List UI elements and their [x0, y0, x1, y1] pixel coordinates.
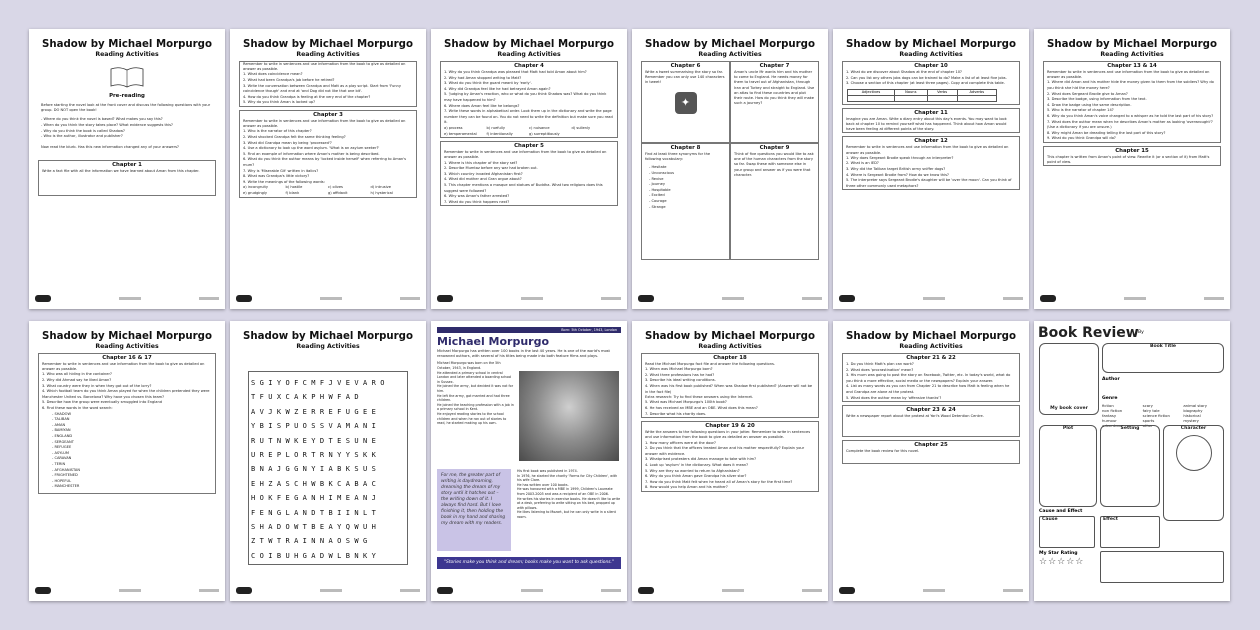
- author-fact: He was honoured with a MBE in 1999, Children's Laureate from 2003-2005 and was a recipient of an OBE in 2006.: [517, 487, 613, 496]
- question: 8. How would you help Aman and his mother?: [645, 485, 728, 490]
- word-list-item: - AFGHANISTAN: [52, 467, 81, 472]
- page-title: Shadow by Michael Morpurgo: [444, 39, 614, 50]
- page-title: Shadow by Michael Morpurgo: [42, 39, 212, 50]
- question: 1. Who is the narrator of this chapter?: [243, 129, 312, 134]
- character-box[interactable]: [1163, 425, 1224, 521]
- twinkl-logo: [236, 587, 252, 594]
- question: 2. Can you list any others jobs dogs can be trained to do? Make a list of at least five jobs.: [846, 75, 1007, 80]
- question: 7. How do you think Matt felt when he heard all of Aman's story for the first time?: [645, 479, 793, 484]
- vocab-word: d) sullenly: [571, 125, 591, 130]
- instructions: Remember to write in sentences and use information from the book to give as detailed an answer as possible.: [444, 150, 607, 160]
- twinkl-logo: [638, 295, 654, 302]
- author-fact: He has written over 100 books.: [517, 482, 569, 487]
- word-list-item: - BAMIYAN: [52, 428, 71, 433]
- book-title-label: Book Title: [1149, 344, 1177, 349]
- twitter-bird-icon: ✦: [675, 92, 697, 114]
- extra-research: Extra research: Try to find these answers using the Internet.: [645, 395, 754, 400]
- question: 7. Write these words in alphabetical order. Look them up in the dictionary and write the page number they can be found on. You do not need to write the definition but make sure you read it.: [444, 109, 613, 125]
- twinkl-logo: [638, 587, 654, 594]
- question: 4. List as many words as you can from Chapter 21 to describe how Matt is feeling when he and Grandpa are alone at the protest.: [846, 384, 1010, 394]
- instructions: Remember to write in sentences and use information from the book to give as detailed an answer as possible.: [846, 145, 1009, 155]
- chapter-heading: Chapter 18: [713, 355, 747, 361]
- question: 7. What do you think happens next?: [444, 199, 510, 204]
- chapter-task: Think of five questions you would like to ask one of the human characters from the story so far. Swap these with someone else in your group and answer as if you were that character.: [734, 152, 814, 177]
- vocab-word: g) affidavit: [328, 190, 348, 195]
- question: 5. Describe how the group were eventually smuggled into England: [42, 400, 163, 405]
- twinkl-logo: [839, 587, 855, 594]
- wordsearch-row: ZTWTRAINNAOSWG: [251, 537, 372, 546]
- genre-option[interactable]: animal story: [1183, 403, 1208, 408]
- chapter-heading: Chapter 8: [670, 145, 701, 151]
- chapter-heading: Chapter 13 & 14: [1107, 63, 1157, 69]
- question: 3. What did Grandpa mean by being 'processed'?: [243, 140, 332, 145]
- author-fact: In 1976, he started the charity 'Farms for City Children', with his wife Clare.: [517, 473, 618, 483]
- chapter-heading: Chapter 10: [914, 63, 948, 69]
- table-header: Adjectives: [848, 89, 895, 95]
- page-subtitle: Reading Activities: [899, 51, 963, 58]
- page-footer: [236, 295, 420, 303]
- twinkl-logo: [437, 587, 453, 594]
- twinkl-logo: [236, 295, 252, 302]
- page-title: Shadow by Michael Morpurgo: [243, 331, 413, 342]
- question: 7. What does the author mean when he describes Aman's mother as looking 'overwrought'? (Use a dictionary if you are unsure.): [1047, 119, 1213, 130]
- question: 1. When was Michael Morpurgo born?: [645, 367, 713, 372]
- author-fact: He enjoyed reading stories to the school children and when he ran out of stories to read, he started making up his own.: [437, 411, 507, 426]
- question: 8. Why might Aman be dreading telling the last part of this story?: [1047, 130, 1166, 135]
- chapter-heading: Chapter 11: [914, 109, 948, 116]
- question: 5. This chapter mentions a mosque and statues of Buddha. What two religions does this suggest were followed?: [444, 182, 603, 193]
- chapter-task: Complete the book review for this novel.: [846, 449, 920, 454]
- author-bio: Michael Morpurgo has written over 100 books in the last 40 years. He is one of the world's most renowned authors, with several of his titles being made into both feature films and plays.: [437, 349, 610, 359]
- wordsearch-row: UREPLORTRNYYSKK: [251, 451, 381, 460]
- genre-option[interactable]: adventure: [1102, 423, 1122, 428]
- question: 4. Use a dictionary to look up the word asylum. 'What is an asylum seeker?': [243, 146, 380, 151]
- question: 3. Describe his ideal writing conditions.: [645, 378, 716, 383]
- question: 5. Why do you think Aman is locked up?: [243, 100, 316, 105]
- table-header: Adverbs: [957, 89, 996, 95]
- chapter-heading: Chapter 16 & 17: [102, 355, 152, 361]
- worksheet-page-1[interactable]: [29, 29, 225, 309]
- worksheet-page-10[interactable]: [632, 321, 828, 601]
- genre-option[interactable]: science fiction: [1142, 413, 1170, 418]
- genre-option[interactable]: fairy tale: [1142, 408, 1160, 413]
- vocab-word: - Strange: [649, 204, 666, 209]
- question: 4. How do you think Grandpa is feeling at the very end of the chapter?: [243, 94, 371, 99]
- question: 2. Describe Mumtaz before any war had broken out.: [444, 166, 538, 171]
- cause-box[interactable]: [1039, 516, 1095, 548]
- plot-box[interactable]: [1039, 425, 1097, 507]
- wordsearch-row: SGIYOFCMFJVEVARO: [251, 379, 389, 387]
- twinkl-logo: [437, 295, 453, 302]
- author-fact: He writes his stories in exercise books. He doesn't like to write at a desk, preferring to write sitting on his bed, propped up with pillows.: [517, 496, 621, 510]
- chapter-task: Imagine you are Aman. Write a diary entry about this day's events. You may want to look back at chapter 10 to remind yourself what has happened. Think about how Aman would have been feeling at different points of the story.: [846, 116, 1007, 132]
- question: 4. Why did Grandpa feel like he had betrayed Aman again?: [444, 86, 551, 91]
- effect-label: Effect: [1103, 517, 1118, 522]
- author-fact-file-page[interactable]: [431, 321, 627, 601]
- question: 2. Do you think that the officers treated Aman and his mother respectfully? Explain your answer with evidence.: [645, 446, 805, 456]
- vocab-word: g) surreptitiously: [529, 131, 560, 136]
- question: 4. When was his first book published? When was Shadow first published? (Answer will not be in the fact file): [645, 383, 813, 394]
- question: 2. What does Sergeant Brodie give to Aman?: [1047, 91, 1128, 96]
- question: - Who is the author, illustrator and publisher?: [41, 134, 123, 139]
- pre-reading-intro: Before starting the novel look at the front cover and discuss the following questions with your group. DO NOT open the book!: [41, 103, 211, 113]
- chapter-heading: Chapter 25: [914, 442, 948, 449]
- question: 4. Where is Sergeant Brodie from? How do we know this?: [846, 172, 949, 177]
- setting-label: Setting: [1120, 426, 1140, 431]
- word-list-item: - FRIGHTENED: [52, 473, 78, 478]
- word-class-table: [847, 89, 997, 102]
- author-fact: His first book was published in 1974.: [517, 469, 578, 473]
- question: 1. Do you think Matt's plan can work?: [846, 362, 914, 366]
- author-fact: He attended a primary school in central London and later attended a boarding school in Sussex.: [437, 370, 512, 384]
- question: 3. Describe the badge, using information from the text.: [1047, 97, 1147, 102]
- wordsearch-grid[interactable]: [248, 371, 408, 565]
- genre-option[interactable]: non fiction: [1102, 408, 1123, 413]
- vocab-word: e) grudgingly: [243, 190, 268, 195]
- book-title-box[interactable]: [1102, 343, 1224, 373]
- question: 3. What do you think the guard meant by 'early'.: [444, 81, 532, 86]
- chapter-task: This chapter is written from Aman's point of view. Rewrite it (or a section of it) from Matt's point of view.: [1047, 154, 1210, 165]
- chapter-task: Write a fact file with all the information we have learned about Aman from this chapter.: [42, 168, 200, 173]
- word-list-item: - CARAVAN: [52, 456, 72, 461]
- question: 2. What had been Grandpa's job before he retired?: [243, 78, 335, 82]
- effect-box[interactable]: [1100, 516, 1160, 548]
- chapter-heading: Chapter 9: [759, 145, 790, 151]
- page-footer: [437, 587, 621, 595]
- question: 1. What does coincidence mean?: [243, 72, 303, 77]
- question: 4. What did mother and Gran argue about?: [444, 177, 522, 182]
- question: 1. Where did Aman and his mother hide the money given to them from the soldiers? Why do you think she hid the money here?: [1047, 80, 1214, 90]
- genre-option[interactable]: biography: [1183, 408, 1203, 413]
- vocab-word: b) ruefully: [486, 125, 505, 130]
- vocab-word: - Unconscious: [649, 171, 674, 175]
- page-footer: [839, 295, 1023, 303]
- question: 3. His mum was going to post the story on Facebook, Twitter, etc. In today's world, what do you think a more effective, social media or the newspapers? Explain your answer.: [846, 373, 1011, 383]
- vocab-word: - Excited: [649, 193, 665, 198]
- question: 6. Why do you think Aman gave Grandpa his silver star?: [645, 474, 747, 479]
- author-fact: He likes listening to Mozart, but he can only write in a silent room.: [517, 510, 616, 519]
- vocab-word: b) hostile: [285, 185, 303, 190]
- star-rating-icon[interactable]: ☆☆☆☆☆: [1039, 557, 1085, 567]
- question: - When do you think the story takes place? What evidence suggests this?: [41, 123, 173, 127]
- twinkl-logo: [35, 295, 51, 302]
- blurb-prompt: Now read the blurb. Has this new information changed any of your answers?: [41, 144, 179, 149]
- chapter-heading: Chapter 3: [313, 111, 343, 118]
- setting-box[interactable]: [1100, 425, 1160, 507]
- question: 1. Who was all hiding in the container?: [42, 372, 112, 377]
- page-title: Shadow by Michael Morpurgo: [42, 331, 212, 342]
- vocab-word: - Hospitable: [649, 187, 671, 192]
- worksheet-page-6[interactable]: [1034, 29, 1230, 309]
- question: 6. What do you think the author means by 'locked inside herself' when referring to Aman's mum?: [243, 157, 407, 167]
- vocab-word: a) process: [444, 125, 463, 130]
- vocab-word: - Revive: [649, 176, 664, 181]
- by-label: By: [1138, 330, 1144, 335]
- author-fact: He joined the teaching profession with a job in a primary school in Kent.: [437, 402, 514, 412]
- instructions: Remember to write in sentences and use information from the book to give as detailed an answer as possible.: [42, 362, 205, 372]
- author-fact: He joined the army, but decided it was not for him.: [437, 384, 514, 393]
- chapter-heading: Chapter 21 & 22: [906, 355, 956, 361]
- question: 1. How many officers were at the door?: [645, 440, 716, 445]
- question: 8. What was Grandpa's little victory?: [243, 174, 310, 179]
- question: 9. Write the meanings of the following words:: [243, 179, 325, 184]
- worksheet-page-3[interactable]: [431, 29, 627, 309]
- worksheet-page-4[interactable]: [632, 29, 828, 309]
- page-subtitle: Reading Activities: [899, 343, 963, 350]
- chapter-heading: Chapter 1: [112, 161, 142, 168]
- question: 3. Write the conversation between Grandpa and Matt as a play script. Start from 'Funny coincidence though' and end at 'and Dog did not like that one bit'.: [243, 83, 401, 94]
- chapter-task: Write a newspaper report about the protest at Yarl's Wood Detention Centre.: [846, 414, 984, 419]
- wordsearch-row: SHADOWTBEAYQWUH: [251, 523, 381, 532]
- question: 5. The interpreter says Sergeant Brodie's daughter will be 'over the moon'. Can you think of three other commonly used metaphors?: [846, 178, 1012, 188]
- author-label: Author: [1102, 377, 1120, 382]
- wordsearch-row: AVJKWZERREFUGEE: [251, 407, 381, 416]
- genre-label: Genre: [1102, 396, 1118, 401]
- page-title: Shadow by Michael Morpurgo: [846, 39, 1016, 50]
- page-subtitle: Reading Activities: [296, 343, 360, 350]
- question: 3. Which country invaded Afghanistan first?: [444, 171, 523, 176]
- wordsearch-row: HOKFEGANHIMEANJ: [251, 494, 381, 503]
- wordsearch-row: RUTNWKEYDTESUNE: [251, 436, 381, 445]
- word-list-item: - MANCHESTER: [52, 484, 80, 489]
- question: 3. Why did the Taliban target British army sniffer dogs?: [846, 166, 946, 171]
- worksheet-page-11[interactable]: [833, 321, 1029, 601]
- page-title: Shadow by Michael Morpurgo: [1047, 39, 1217, 50]
- open-book-icon: [109, 66, 145, 88]
- genre-option[interactable]: mystery: [1183, 418, 1199, 423]
- word-list-item: - REFUGEE: [52, 445, 72, 450]
- chapter-heading: Chapter 5: [514, 143, 544, 150]
- question: 7. Why is 'Miserable Git' written in italics?: [243, 168, 319, 173]
- question: 3. What country were they in when they got out of the lorry?: [42, 383, 152, 388]
- chapter-heading: Chapter 23 & 24: [906, 407, 956, 414]
- book-review-title: Book Review: [1038, 325, 1139, 341]
- genre-option[interactable]: scary: [1142, 403, 1153, 408]
- question: 3. Choose a section of this chapter (at least three pages). Copy and complete this table.: [846, 81, 1005, 86]
- worksheet-page-7[interactable]: [29, 321, 225, 601]
- vocab-word: e) temperamental: [444, 131, 477, 136]
- word-list-item: - ENGLAND: [52, 433, 73, 438]
- genre-option[interactable]: historical: [1183, 413, 1201, 418]
- chapter-task: Find at least three synonyms for the following vocabulary:: [645, 152, 711, 162]
- vocab-word: a) incongruity: [243, 185, 269, 190]
- page-footer: [236, 587, 420, 595]
- question: 6. He has received an MBE and an OBE. What does this mean?: [645, 405, 758, 410]
- worksheet-page-8-wordsearch[interactable]: [230, 321, 426, 601]
- page-title: Shadow by Michael Morpurgo: [846, 331, 1016, 342]
- instructions: Remember to write in sentences and use information from the book to give as detailed an answer as possible.: [1047, 70, 1210, 80]
- wordsearch-row: COIBUHGADWLBNKY: [251, 551, 381, 560]
- plot-label: Plot: [1062, 426, 1074, 431]
- wordsearch-row: TFUXCAKPHWFAD: [251, 393, 363, 402]
- pre-reading-heading: Pre-reading: [109, 93, 145, 99]
- cover-label: My book cover: [1050, 406, 1088, 411]
- page-footer: [638, 587, 822, 595]
- author-born: Born: 5th October, 1943, London: [437, 327, 621, 333]
- question: 4. Draw the badge using the same description.: [1047, 102, 1132, 107]
- question: 6. Where does Aman feel like he belongs?: [444, 103, 520, 108]
- worksheet-page-5[interactable]: [833, 29, 1029, 309]
- question: 5. What does the author mean by 'offensive thanks'?: [846, 395, 942, 400]
- chapter-heading: Chapter 4: [514, 63, 544, 69]
- question: 6. Find these words in the word search:: [42, 405, 113, 410]
- vocab-word: - Journey: [649, 182, 666, 187]
- author-quote: For me, the greater part of writing is daydreaming, dreaming the dream of my story until it hatches out – the writing down of it. I always find hard. But I love finishing it, then holding the book in my hand and sharing my dream with my readers.: [437, 469, 511, 551]
- page-subtitle: Reading Activities: [1100, 51, 1164, 58]
- question: 2. What does 'procrastination' mean?: [846, 367, 914, 372]
- instructions: Remember to write in sentences and use information from the book to give as detailed an answer as possible.: [243, 62, 406, 72]
- word-list-item: - SHADOW: [52, 411, 72, 416]
- page-footer: [437, 295, 621, 303]
- question: 1. What do we discover about Shadow at the end of chapter 10?: [846, 70, 962, 74]
- instructions: Write the answers to the following questions in your jotter. Remember to write in sentences and use information from the book to give as detailed an answer as possible.: [645, 430, 811, 440]
- character-label: Character: [1180, 426, 1207, 431]
- question: 1. Where is this chapter of the story set?: [444, 160, 518, 165]
- twinkl-logo: [1040, 295, 1056, 302]
- page-subtitle: Reading Activities: [698, 343, 762, 350]
- genre-option[interactable]: humour: [1102, 418, 1117, 423]
- word-list-item: - TALIBAN: [52, 417, 70, 422]
- page-footer: [35, 295, 219, 303]
- wordsearch-row: EHZASCHWBKCABAC: [251, 479, 381, 488]
- page-subtitle: Reading Activities: [95, 51, 159, 58]
- vocab-word: f) intentionally: [486, 131, 513, 136]
- question: 2. What shocked Grandpa felt the same thinking feeling?: [243, 134, 346, 139]
- chapter-heading: Chapter 12: [914, 138, 948, 145]
- page-subtitle: Reading Activities: [95, 343, 159, 350]
- page-footer: [1040, 295, 1224, 303]
- genre-option[interactable]: other: [1142, 423, 1153, 428]
- author-fact: Michael Morpurgo was born on the 5th October, 1943, in England.: [437, 361, 501, 370]
- question: 3. Whatprised protesters did Aman manage to take with him?: [645, 457, 756, 462]
- worksheet-page-2[interactable]: [230, 29, 426, 309]
- author-name: Michael Morpurgo: [437, 335, 550, 348]
- genre-option[interactable]: fantasy: [1102, 413, 1117, 418]
- question: 2. Why did Ahmad say he liked Aman?: [42, 378, 112, 382]
- question: 5. What was Michael Morpurgo's 100th book?: [645, 400, 727, 405]
- book-cover-box[interactable]: [1039, 343, 1099, 415]
- page-title: Shadow by Michael Morpurgo: [243, 39, 413, 50]
- question: 2. Why had Aman stopped writing to Matt?: [444, 75, 522, 80]
- page-title: Shadow by Michael Morpurgo: [645, 39, 815, 50]
- table-header: Nouns: [894, 89, 927, 95]
- vocab-word: h) hysterical: [370, 190, 393, 195]
- vocab-word: - Courage: [649, 198, 667, 203]
- question: 1. Why do you think Grandpa was pleased that Matt had told Aman about him?: [444, 70, 587, 74]
- vocab-word: c) nuisance: [529, 125, 550, 130]
- question: 5. Who is the narrator of chapter 14?: [1047, 108, 1114, 113]
- question: 9. What do you think Grandpa will do?: [1047, 136, 1116, 141]
- quote-banner: "Stories make you think and dream; books make you want to ask questions.": [437, 557, 621, 569]
- word-list-item: - SERGEANT: [52, 439, 74, 444]
- question: 6. Why do you think Aman's voice changed to a whisper as he told the last part of his story?: [1047, 113, 1214, 118]
- book-review-page[interactable]: [1034, 321, 1230, 601]
- wordsearch-row: BNAJGGNYIABKSUS: [251, 465, 381, 474]
- vocab-word: c) olives: [328, 185, 343, 190]
- page-subtitle: Reading Activities: [698, 51, 762, 58]
- chapter-heading: Chapter 7: [759, 63, 790, 69]
- instructions: Remember to write in sentences and use information from the book to give as detailed an answer as possible.: [243, 118, 406, 129]
- word-list-item: - ASYLUM: [52, 450, 69, 455]
- page-footer: [638, 295, 822, 303]
- page-subtitle: Reading Activities: [497, 51, 561, 58]
- question: 5. Find an example of information where Aman's mother is being described.: [243, 151, 380, 156]
- question: 1. Why does Sergeant Brodie speak through an interpreter?: [846, 155, 954, 160]
- word-list-item: - AMAN: [52, 422, 66, 427]
- author-fact: He left the army, got married and had three children.: [437, 393, 510, 403]
- author-photo: [519, 371, 619, 461]
- word-list-item: - HOPEFUL: [52, 478, 72, 483]
- chapter-task: Aman's uncle Mr wants him and his mother to come to England. He needs money for them to travel out of Afghanistan, through Iran and Turkey and straight to England. Use an atlas to find these countries and plot their route. How do you think they will make such a journey?: [734, 70, 815, 106]
- question: 5. 'Judging by Aman's reaction, who or what do you think Shadow was? What do you think may have happened to him?: [444, 92, 607, 102]
- question: 2. What three professions has he had?: [645, 372, 715, 377]
- chapter-heading: Chapter 6: [670, 63, 701, 69]
- page-footer: [35, 587, 219, 595]
- chapter-heading: Chapter 15: [1115, 147, 1149, 154]
- question: 2. What is an IED?: [846, 161, 879, 166]
- genre-option[interactable]: fiction: [1102, 403, 1114, 408]
- cause-effect-label: Cause and Effect: [1039, 509, 1083, 514]
- chapter-heading: Chapter 19 & 20: [705, 423, 755, 430]
- vocab-word: d) intrusive: [370, 185, 391, 190]
- word-list-item: - TERIN: [52, 461, 66, 466]
- page-footer: [839, 587, 1023, 595]
- chapter-task: Write a tweet summarising the story so far. Remember you can only use 140 characters in tweet!: [645, 70, 725, 85]
- star-rating-label: My Star Rating: [1039, 551, 1078, 556]
- question: 7. Describe what his charity does.: [645, 411, 707, 416]
- genre-option[interactable]: sports: [1142, 418, 1155, 423]
- page-subtitle: Reading Activities: [296, 51, 360, 58]
- page-title: Shadow by Michael Morpurgo: [645, 331, 815, 342]
- question: - Why do you think the book is called Shadow?: [41, 128, 125, 133]
- question: 4. Which football team do you think Aman played for when the children pretended they were Manchester United vs. Barcelona? Why have you chosen this team?: [42, 389, 210, 399]
- question: - Where do you think the novel is based? What makes you say this?: [41, 117, 163, 122]
- table-header: Verbs: [927, 89, 957, 95]
- twinkl-logo: [35, 587, 51, 594]
- vocab-word: - Hesitate: [649, 165, 667, 170]
- vocab-word: f) blank: [285, 190, 300, 195]
- question: 5. Why are they so worried to return to Afghanistan?: [645, 468, 740, 473]
- instructions: Read the Michael Morpurgo fact file and answer the following questions.: [645, 362, 776, 366]
- question: 6. Why was Aman's father arrested?: [444, 194, 510, 199]
- wordsearch-row: YBISPUOSSVAMANI: [251, 422, 381, 431]
- comments-box[interactable]: [1100, 551, 1224, 583]
- question: 4. Look up 'asylum' in the dictionary. What does it mean?: [645, 462, 749, 467]
- wordsearch-row: FENGLANDTBIINLT: [251, 508, 381, 517]
- cause-label: Cause: [1042, 517, 1058, 522]
- twinkl-logo: [839, 295, 855, 302]
